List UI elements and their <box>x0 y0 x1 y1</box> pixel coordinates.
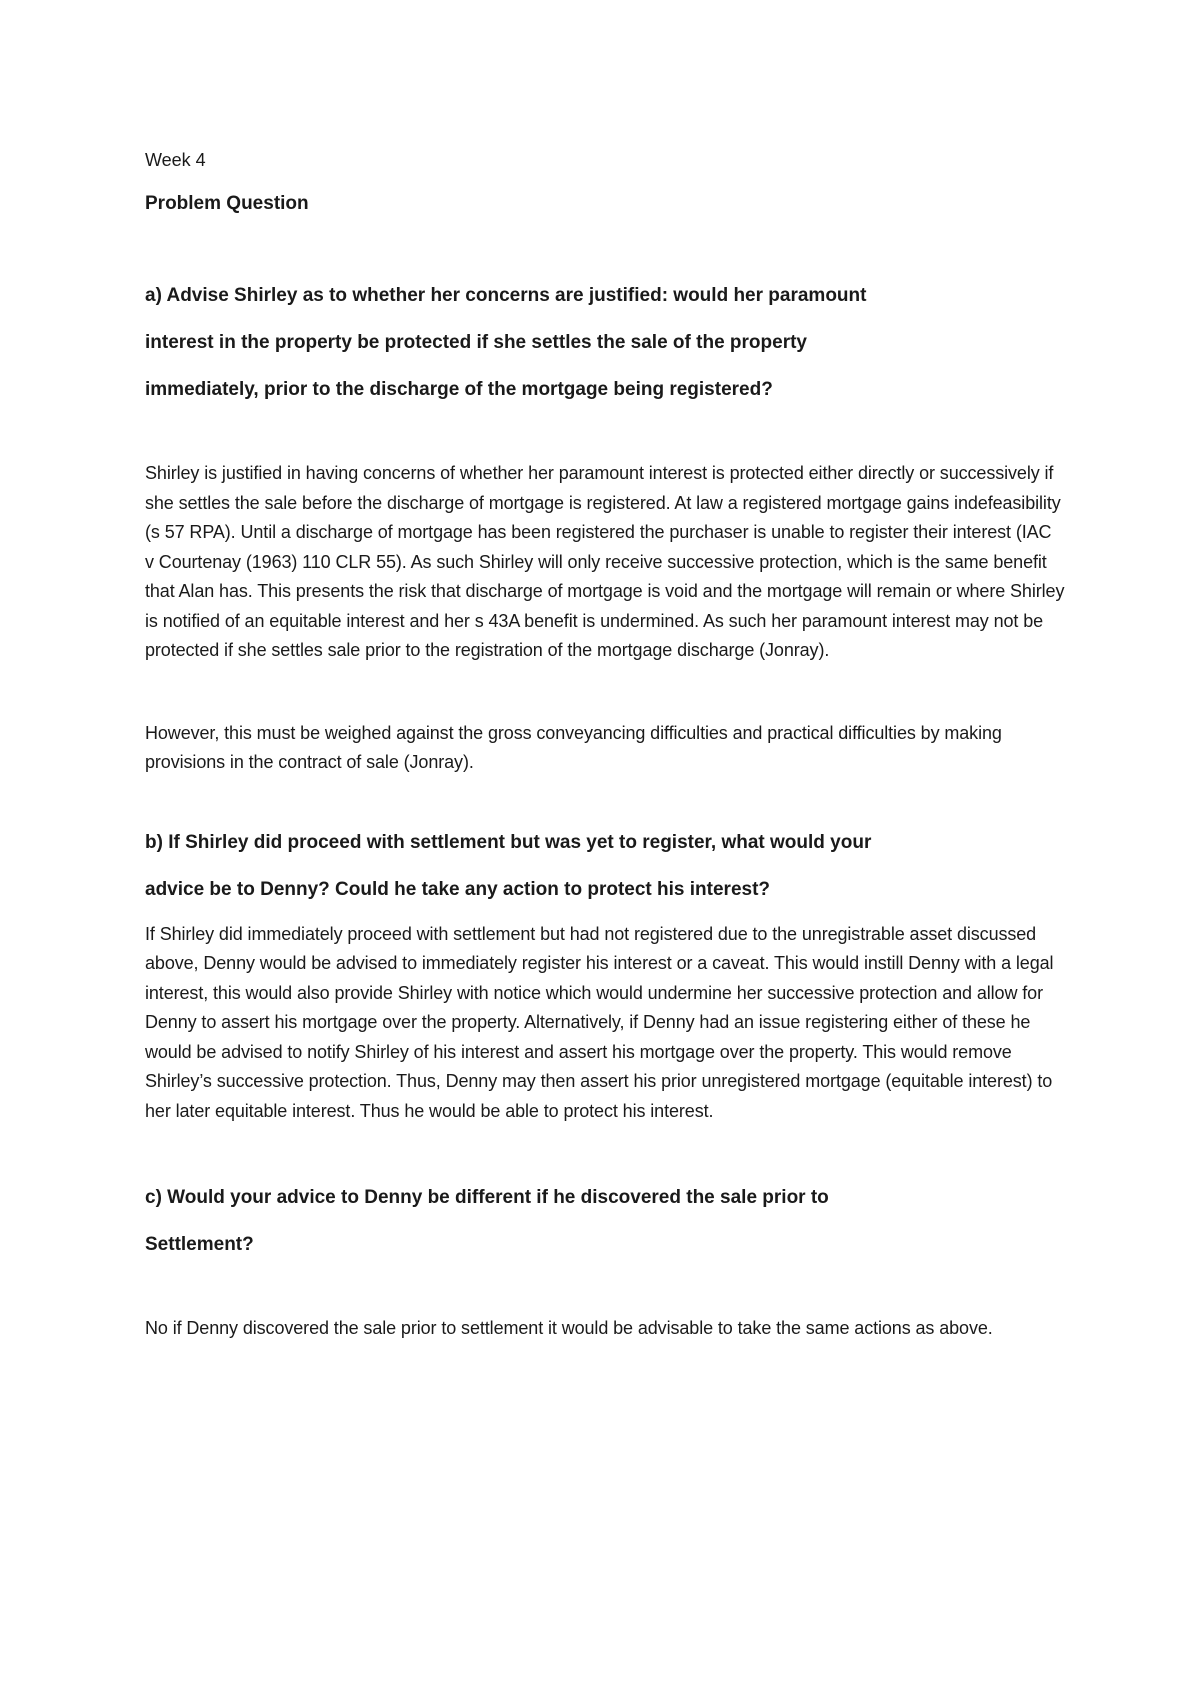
part-c <box>145 1186 1065 1344</box>
part-a <box>145 284 1065 778</box>
part-c-answer: No if Denny discovered the sale prior to settlement it would be advisable to take the same actions as above. <box>145 1318 993 1338</box>
part-a-question-line-2: interest in the property be protected if she settles the sale of the property <box>145 332 807 353</box>
document-body <box>145 148 1065 1344</box>
week-label: Week 4 <box>145 150 206 170</box>
part-a-question-line-1: a) Advise Shirley as to whether her concerns are justified: would her paramount <box>145 285 867 306</box>
part-c-question-line-2: Settlement? <box>145 1234 254 1255</box>
part-b-question-line-1: b) If Shirley did proceed with settlement but was yet to register, what would your <box>145 831 872 853</box>
part-b-question-line-2: advice be to Denny? Could he take any action to protect his interest? <box>145 878 771 900</box>
part-b-answer: If Shirley did immediately proceed with settlement but had not registered due to the unregistrable asset discussed above, Denny would be advised to immediately register his interest or a caveat. This would instill Denny with a legal interest, this would also provide Shirley with notice which would undermine her successive protection and allow for Denny to assert his mortgage over the property. Alternatively, if Denny had an issue registering either of these he would be advised to notify Shirley of his interest and assert his mortgage over the property. This would remove Shirley’s successive protection. Thus, Denny may then assert his prior unregistered mortgage (equitable interest) to her later equitable interest. Thus he would be able to protect his interest. <box>145 923 1054 1121</box>
page-title: Problem Question <box>145 193 309 214</box>
part-a-question-line-3: immediately, prior to the discharge of the mortgage being registered? <box>145 379 773 400</box>
part-b <box>145 831 1065 1127</box>
part-c-question-line-1: c) Would your advice to Denny be different if he discovered the sale prior to <box>145 1187 829 1208</box>
part-a-answer-paragraph-1: Shirley is justified in having concerns of whether her paramount interest is protected either directly or successively if she settles the sale before the discharge of mortgage is registered. At law a registered mortgage gains indefeasibility (s 57 RPA). Until a discharge of mortgage has been registered the purchaser is unable to register their interest (IAC v Courtenay (1963) 110 CLR 55). As such Shirley will only receive successive protection, which is the same benefit that Alan has. This presents the risk that discharge of mortgage is void and the mortgage will remain or where Shirley is notified of an equitable interest and her s 43A benefit is undermined. As such her paramount interest may not be protected if she settles sale prior to the registration of the mortgage discharge (Jonray). <box>145 463 1065 660</box>
part-a-answer-paragraph-2: However, this must be weighed against the gross conveyancing difficulties and practical difficulties by making provisions in the contract of sale (Jonray). <box>145 722 1002 772</box>
